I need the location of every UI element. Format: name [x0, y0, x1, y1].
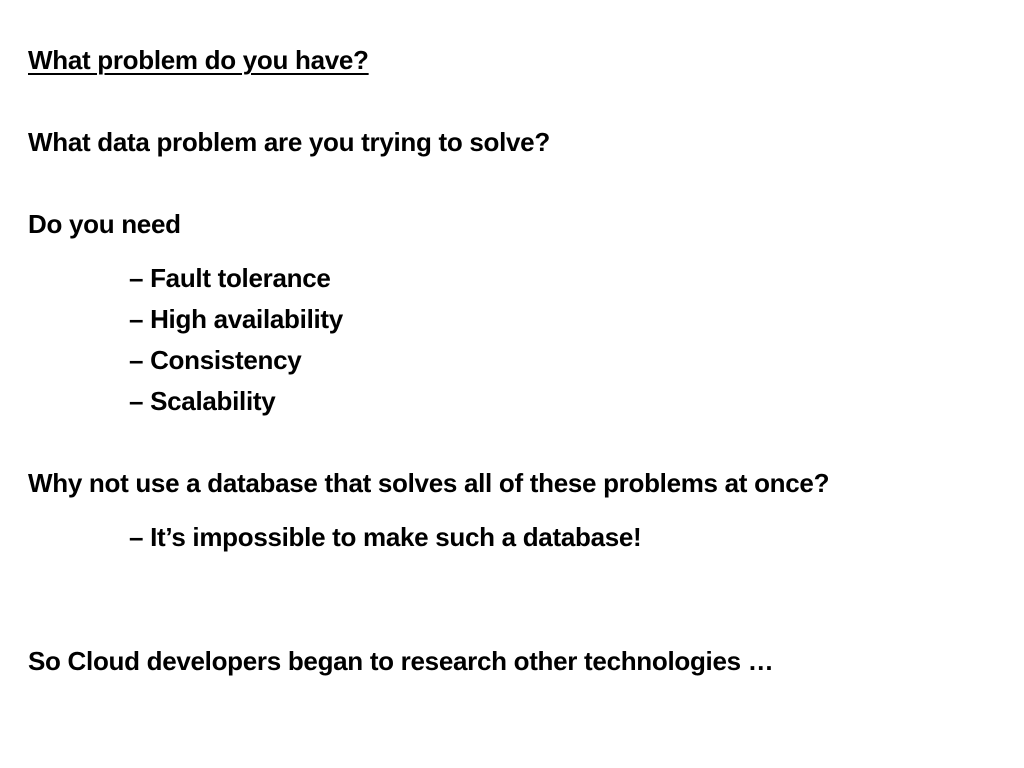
why-question: Why not use a database that solves all of these problems at once?	[28, 468, 830, 498]
need-item-high-availability: – High availability	[129, 304, 343, 334]
need-intro: Do you need	[28, 209, 181, 239]
slide-heading: What problem do you have?	[28, 45, 369, 75]
conclusion: So Cloud developers began to research other technologies …	[28, 646, 774, 676]
data-problem-question: What data problem are you trying to solve?	[28, 127, 550, 157]
why-answer: – It’s impossible to make such a database!	[129, 522, 642, 552]
need-item-consistency: – Consistency	[129, 345, 302, 375]
need-item-scalability: – Scalability	[129, 386, 276, 416]
need-item-fault-tolerance: – Fault tolerance	[129, 263, 331, 293]
